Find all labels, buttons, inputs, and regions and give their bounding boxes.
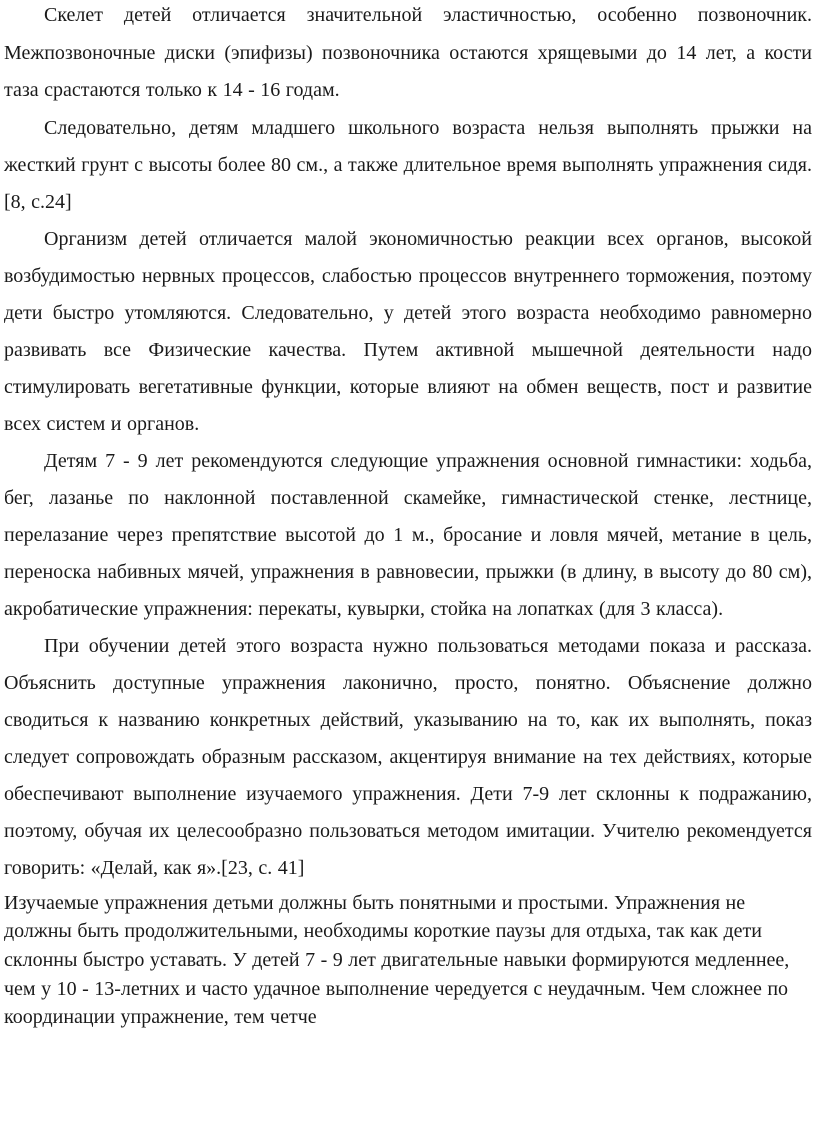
paragraph-exercises: Детям 7 - 9 лет рекомендуются следующие упражнения основной гимнастики: ходьба, бег, лазанье по наклонной поставленной скамейке, гимнастической стенке, лестнице, перелазание через препятствие высотой до 1 м., бросание и ловля мячей, метание в цель, переноска набивных мячей, упражнения в равновесии, прыжки (в длину, в высоту до 80 см), акробатические упражнения: перекаты, кувырки, стойка на лопатках (для 3 класса). (4, 449, 812, 620)
document-body (4, 0, 812, 1032)
paragraph-jumps: Следовательно, детям младшего школьного возраста нельзя выполнять прыжки на жесткий грунт с высоты более 80 см., а также длительное время выполнять упражнения сидя.[8, с.24] (4, 116, 812, 213)
paragraph-skeleton: Скелет детей отличается значительной эластичностью, особенно позвоночник. Межпозвоночные диски (эпифизы) позвоночника остаются хрящевыми до 14 лет, а кости таза срастаются только к 14 - 16 годам. (4, 4, 812, 101)
paragraph-organism: Организм детей отличается малой экономичностью реакции всех органов, высокой возбудимостью нервных процессов, слабостью процессов внутреннего торможения, поэтому дети быстро утомляются. Следовательно, у детей этого возраста необходимо равномерно развивать все Физические качества. Путем активной мышечной деятельности надо стимулировать вегетативные функции, которые влияют на обмен веществ, пост и развитие всех систем и органов. (4, 227, 812, 435)
paragraph-studied-exercises: Изучаемые упражнения детьми должны быть понятными и простыми. Упражнения не должны быть продолжительными, необходимы короткие паузы для отдыха, так как дети склонны быстро уставать. У детей 7 - 9 лет двигательные навыки формируются медленнее, чем у 10 - 13-летних и часто удачное выполнение чередуется с неудачным. Чем сложнее по координации упражнение, тем четче (4, 891, 790, 1029)
paragraph-teaching-methods: При обучении детей этого возраста нужно пользоваться методами показа и рассказа. Объяснить доступные упражнения лаконично, просто, понятно. Объяснение должно сводиться к названию конкретных действий, указыванию на то, как их выполнять, показ следует сопровождать образным рассказом, акцентируя внимание на тех действиях, которые обеспечивают выполнение изучаемого упражнения. Дети 7-9 лет склонны к подражанию, поэтому, обучая их целесообразно пользоваться методом имитации. Учителю рекомендуется говорить: «Делай, как я».[23, с. 41] (4, 634, 812, 879)
